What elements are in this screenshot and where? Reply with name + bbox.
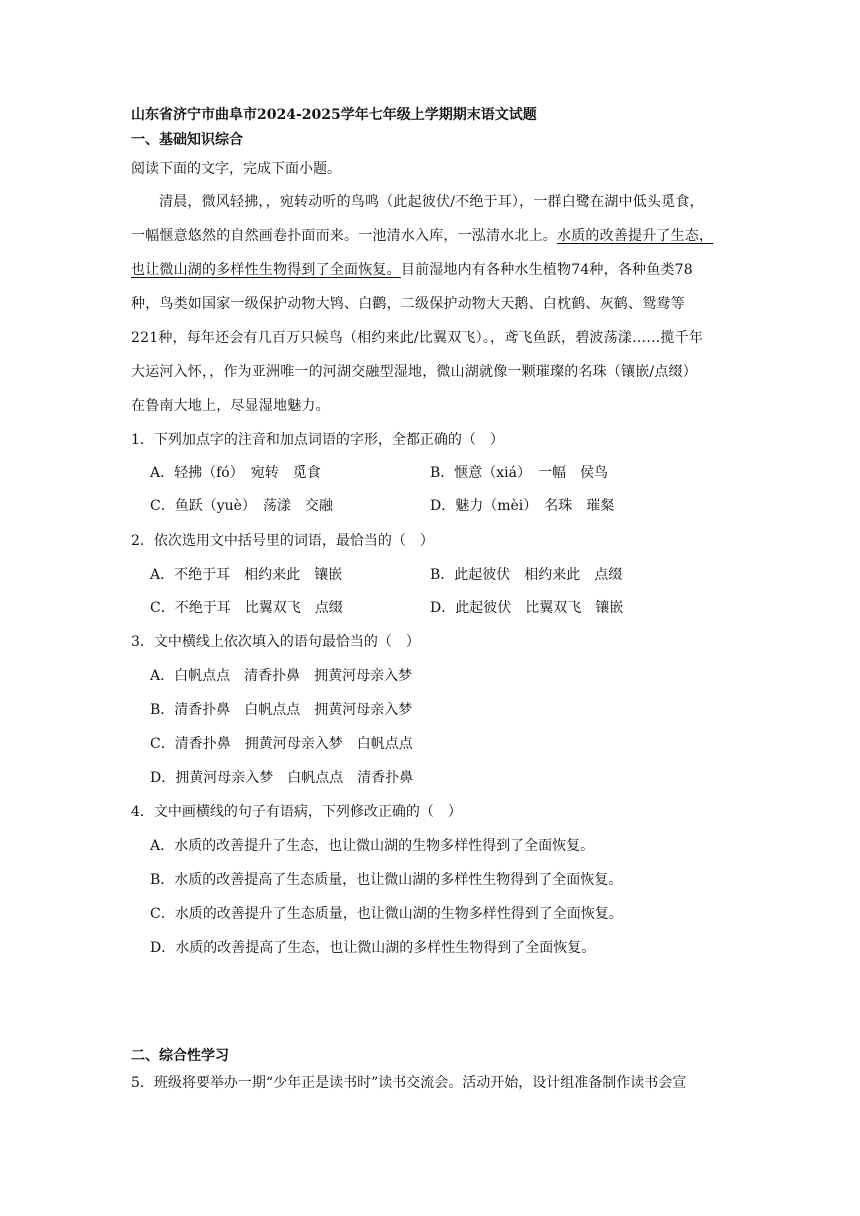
passage-line-2-text: 一幅惬意悠然的自然画卷扑面而来。一池清水入库，一泓清水北上。 xyxy=(131,228,557,244)
question-1-option-c: C．鱼跃（yuè） 荡漾 交融 xyxy=(150,498,333,514)
question-3-option-d: D．拥黄河母亲入梦 白帆点点 清香扑鼻 xyxy=(150,770,414,786)
passage-line-2 xyxy=(131,225,731,245)
underlined-sentence-part-1: 水质的改善提升了生态， xyxy=(557,228,714,244)
question-2-option-c: C．不绝于耳 比翼双飞 点缀 xyxy=(150,600,343,616)
question-1-stem: 1．下列加点字的注音和加点词语的字形，全都正确的（ ） xyxy=(131,432,504,448)
question-2-option-b: B．此起彼伏 相约来此 点缀 xyxy=(430,567,623,583)
question-2-option-d: D．此起彼伏 比翼双飞 镶嵌 xyxy=(430,600,624,616)
passage-line-5: 221种，每年还会有几百万只候鸟（相约来此/比翼双飞）。，鸢飞鱼跃，碧波荡漾……揽千年 xyxy=(131,330,704,346)
question-4-option-c: C．水质的改善提升了生态质量，也让微山湖的生物多样性得到了全面恢复。 xyxy=(150,906,623,922)
passage-line-3-text: 目前湿地内有各种水生植物74种，各种鱼类78 xyxy=(400,262,693,278)
question-1-option-a: A．轻拂（fó） 宛转 觅食 xyxy=(150,465,321,481)
passage-line-3 xyxy=(131,259,731,279)
question-1-option-b: B．惬意（xiá） 一幅 侯鸟 xyxy=(430,465,609,481)
underlined-sentence-part-2: 也让微山湖的多样性生物得到了全面恢复。 xyxy=(131,262,401,278)
passage-line-4: 种，鸟类如国家一级保护动物大鸨、白鹳，二级保护动物大天鹅、白枕鹤、灰鹤、鸳鸯等 xyxy=(131,296,685,312)
question-4-option-b: B．水质的改善提高了生态质量，也让微山湖的多样性生物得到了全面恢复。 xyxy=(150,872,623,888)
question-3-option-c: C．清香扑鼻 拥黄河母亲入梦 白帆点点 xyxy=(150,736,413,752)
question-5-stem: 5．班级将要举办一期“少年正是读书时”读书交流会。活动开始，设计组准备制作读书会宣 xyxy=(131,1075,687,1091)
question-4-option-a: A．水质的改善提升了生态，也让微山湖的生物多样性得到了全面恢复。 xyxy=(150,838,595,854)
exam-title: 山东省济宁市曲阜市2024-2025学年七年级上学期期末语文试题 xyxy=(131,107,537,123)
section-heading-1: 一、基础知识综合 xyxy=(131,132,243,148)
passage-line-1: 清晨，微风轻拂，，宛转动听的鸟鸣（此起彼伏/不绝于耳），一群白鹭在湖中低头觅食， xyxy=(159,194,704,210)
question-3-stem: 3．文中横线上依次填入的语句最恰当的（ ） xyxy=(131,634,420,650)
question-1-option-d: D．魅力（mèi） 名珠 璀粲 xyxy=(430,498,615,514)
question-2-stem: 2．依次选用文中括号里的词语，最恰当的（ ） xyxy=(131,533,434,549)
question-2-option-a: A．不绝于耳 相约来此 镶嵌 xyxy=(150,567,343,583)
passage-line-6: 大运河入怀，，作为亚洲唯一的河湖交融型湿地，微山湖就像一颗璀璨的名珠（镶嵌/点缀） xyxy=(131,364,697,380)
reading-instruction: 阅读下面的文字，完成下面小题。 xyxy=(131,161,341,177)
question-4-stem: 4．文中画横线的句子有语病，下列修改正确的（ ） xyxy=(131,804,462,820)
passage-line-7: 在鲁南大地上，尽显湿地魅力。 xyxy=(131,398,330,414)
section-heading-2: 二、综合性学习 xyxy=(131,1048,229,1064)
question-4-option-d: D．水质的改善提高了生态，也让微山湖的多样性生物得到了全面恢复。 xyxy=(150,940,596,956)
question-3-option-a: A．白帆点点 清香扑鼻 拥黄河母亲入梦 xyxy=(150,668,413,684)
question-3-option-b: B．清香扑鼻 白帆点点 拥黄河母亲入梦 xyxy=(150,702,413,718)
